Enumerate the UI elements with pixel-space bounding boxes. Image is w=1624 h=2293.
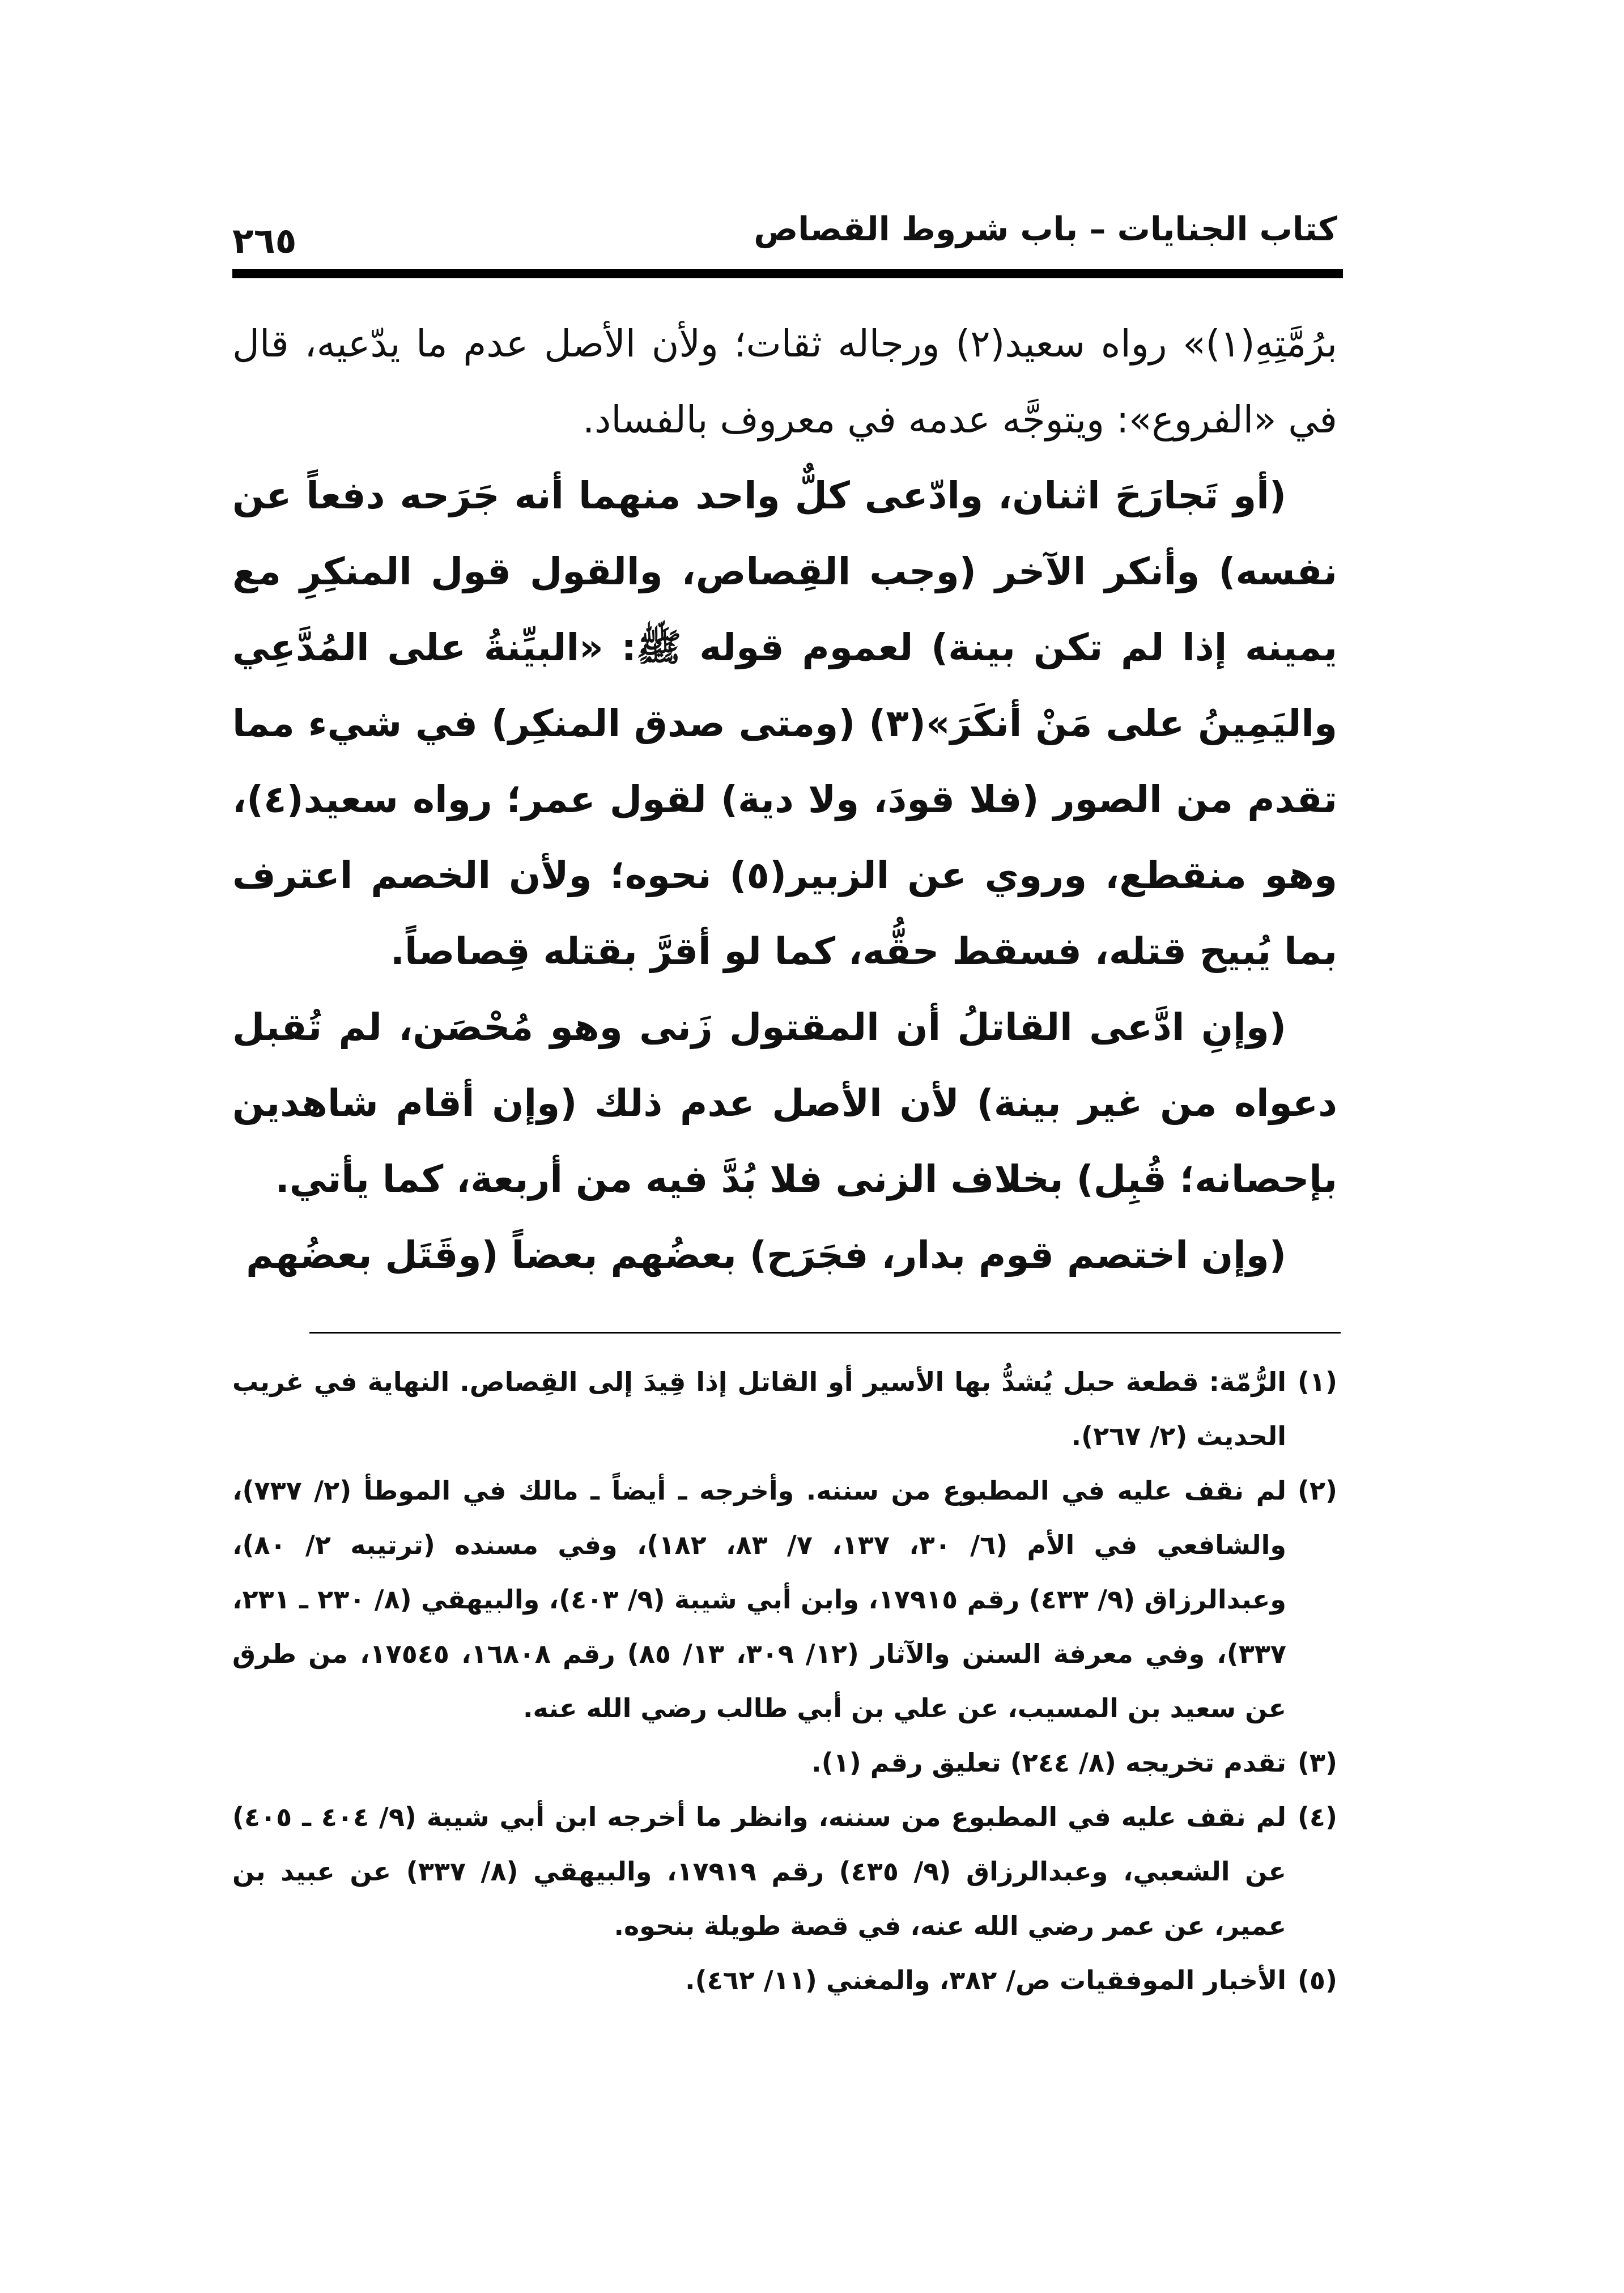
footnote xyxy=(232,1735,1337,1790)
paragraph: (أو تَجارَحَ اثنان، وادّعى كلٌّ واحد منهما أنه جَرَحه دفعاً عن نفسه) وأنكر الآخر (وجب القِصاص، والقول قول المنكِرِ مع يمينه إذا لم تكن بينة) لعموم قوله ﷺ: «البيِّنةُ على المُدَّعِي واليَمِينُ على مَنْ أنكَرَ»(٣) (ومتى صدق المنكِر) في شيء مما تقدم من الصور (فلا قودَ، ولا دية) لقول عمر؛ رواه سعيد(٤)، وهو منقطع، وروي عن الزبير(٥) نحوه؛ ولأن الخصم اعترف بما يُبيح قتله، فسقط حقُّه، كما لو أقرَّ بقتله قِصاصاً. xyxy=(232,474,1338,973)
footnote-number: (١) xyxy=(1297,1366,1337,1397)
paragraph: (وإن اختصم قوم بدار، فجَرَح) بعضُهم بعضاً (وقَتَل بعضُهم xyxy=(246,1233,1286,1277)
paragraph: برُمَّتِهِ(١)» رواه سعيد(٢) ورجاله ثقات؛ ولأن الأصل عدم ما يدّعيه، قال في «الفروع»: ويتوجَّه عدمه في معروف بالفساد. xyxy=(232,322,1337,441)
footnote xyxy=(232,1463,1337,1735)
footnotes xyxy=(232,1354,1337,2007)
footnote-number: (٢) xyxy=(1297,1475,1337,1506)
paragraph: (وإنِ ادَّعى القاتلُ أن المقتول زَنى وهو مُحْصَن، لم تُقبل دعواه من غير بينة) لأن الأصل عدم ذلك (وإن أقام شاهدين بإحصانه؛ قُبِل) بخلاف الزنى فلا بُدَّ فيه من أربعة، كما يأتي. xyxy=(232,1005,1337,1201)
main-text xyxy=(232,306,1337,1293)
footnote-text: تقدم تخريجه (٨/ ٢٤٤) تعليق رقم (١). xyxy=(811,1747,1286,1778)
page-number: ٢٦٥ xyxy=(232,220,297,261)
footnote-divider xyxy=(309,1332,1341,1334)
page-header xyxy=(232,210,1337,272)
footnote-number: (٥) xyxy=(1297,1965,1337,1995)
footnote-text: لم نقف عليه في المطبوع من سننه. وأخرجه ـ أيضاً ـ مالك في الموطأ (٢/ ٧٣٧)، والشافعي في الأم (٦/ ٣٠، ١٣٧، ٧/ ٨٣، ١٨٢)، وفي مسنده (ترتيبه ٢/ ٨٠)، وعبدالرزاق (٩/ ٤٣٣) رقم ١٧٩١٥، وابن أبي شيبة (٩/ ٤٠٣)، والبيهقي (٨/ ٢٣٠ ـ ٢٣١، ٣٣٧)، وفي معرفة السنن والآثار (١٢/ ٣٠٩، ١٣/ ٨٥) رقم ١٦٨٠٨، ١٧٥٤٥، من طرق عن سعيد بن المسيب، عن علي بن أبي طالب رضي الله عنه. xyxy=(232,1475,1286,1723)
footnote-number: (٣) xyxy=(1297,1747,1337,1778)
footnote xyxy=(232,1790,1337,1953)
chapter-title: كتاب الجنايات – باب شروط القصاص xyxy=(754,210,1337,248)
header-divider xyxy=(232,269,1343,278)
footnote-text: الرُّمّة: قطعة حبل يُشدُّ بها الأسير أو القاتل إذا قِيدَ إلى القِصاص. النهاية في غريب الحديث (٢/ ٢٦٧). xyxy=(232,1366,1286,1451)
footnote-text: لم نقف عليه في المطبوع من سننه، وانظر ما أخرجه ابن أبي شيبة (٩/ ٤٠٤ ـ ٤٠٥) عن الشعبي، وعبدالرزاق (٩/ ٤٣٥) رقم ١٧٩١٩، والبيهقي (٨/ ٣٣٧) عن عبيد بن عمير، عن عمر رضي الله عنه، في قصة طويلة بنحوه. xyxy=(232,1802,1286,1941)
footnote xyxy=(232,1953,1337,2007)
footnote-number: (٤) xyxy=(1297,1802,1337,1832)
footnote xyxy=(232,1354,1337,1463)
footnote-text: الأخبار الموفقيات ص/ ٣٨٢، والمغني (١١/ ٤٦٢). xyxy=(685,1965,1286,1995)
